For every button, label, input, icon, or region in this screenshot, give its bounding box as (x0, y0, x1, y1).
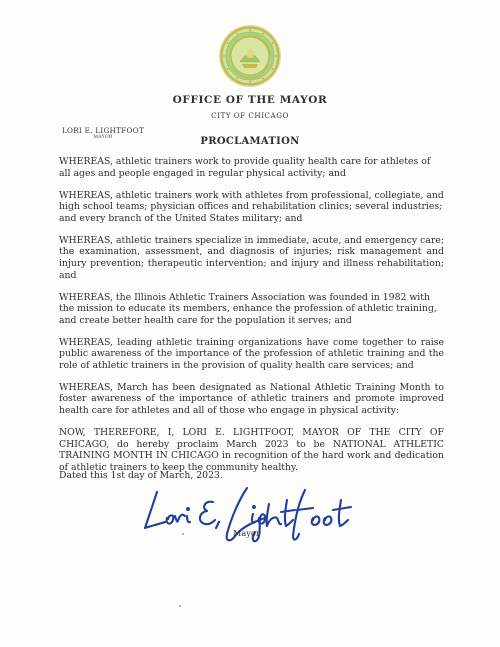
whereas-paragraph: WHEREAS, athletic trainers specialize in immediate, acute, and emergency care; the examination, assessment, and diagnosis of injuries; risk management and injury prevention; therapeutic intervention; and injury and illness rehabilitation; and (59, 234, 444, 281)
mayor-role: MAYOR (93, 135, 113, 140)
scan-speck (179, 605, 181, 607)
signature-title: Mayor (233, 528, 260, 538)
whereas-paragraph: WHEREAS, athletic trainers work with athletes from professional, collegiate, and high school teams; physician offices and rehabilitation clinics; several industries; and every branch of the United States military; and (59, 189, 444, 224)
city-seal-icon (218, 24, 282, 88)
document-title: PROCLAMATION (200, 136, 300, 147)
whereas-paragraph: WHEREAS, the Illinois Athletic Trainers Association was founded in 1982 with the mission to educate its members, enhance the profession of athletic training, and create better health care for the population it serves; and (59, 291, 437, 326)
proclamation-body (59, 156, 444, 484)
whereas-paragraph: WHEREAS, leading athletic training organizations have come together to raise public awareness of the importance of the profession of athletic training and the role of athletic trainers in the provision of quality health care services; and (59, 336, 444, 371)
whereas-paragraph: WHEREAS, March has been designated as National Athletic Training Month to foster awareness of the importance of athletic trainers and promote improved health care for athletes and all of those who engage in physical activity: (59, 381, 444, 417)
resolution-paragraph: NOW, THEREFORE, I, LORI E. LIGHTFOOT, MAYOR OF THE CITY OF CHICAGO, do hereby proclaim March 2023 to be NATIONAL ATHLETIC TRAINING MONTH IN CHICAGO in recognition of the hard work and dedication of athletic trainers to keep the community healthy. (59, 427, 444, 473)
mayor-name: LORI E. LIGHTFOOT (61, 126, 145, 135)
office-title: OFFICE OF THE MAYOR (172, 94, 328, 106)
city-name: CITY OF CHICAGO (211, 111, 289, 120)
scan-speck (182, 533, 184, 535)
whereas-paragraph: WHEREAS, athletic trainers work to provide quality health care for athletes of all ages and people engaged in regular physical activity; and (59, 156, 431, 179)
dated-line: Dated this 1st day of March, 2023. (59, 470, 223, 481)
